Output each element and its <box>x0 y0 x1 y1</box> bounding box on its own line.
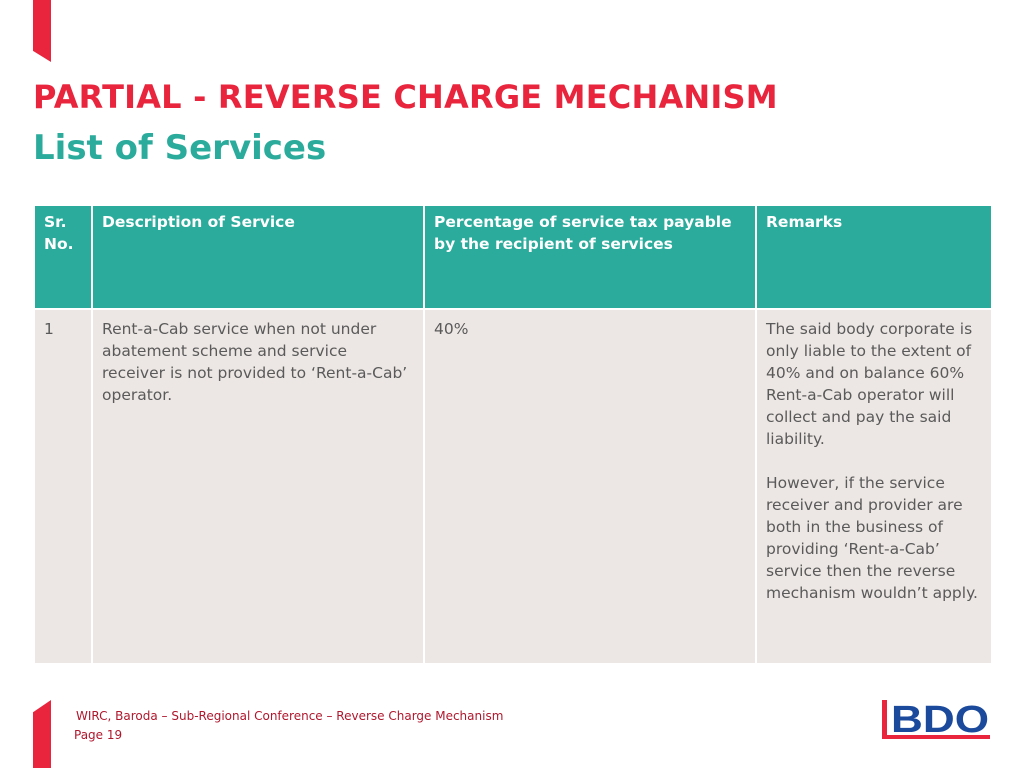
header-description: Description of Service <box>92 205 424 309</box>
table-row <box>34 309 992 664</box>
slide-subtitle: List of Services <box>33 128 327 168</box>
accent-bar-top <box>33 0 51 62</box>
remark-paragraph: The said body corporate is only liable to the extent of 40% and on balance 60% Rent-a-Cab operator will collect and pay the said liability. <box>766 320 973 448</box>
header-remarks: Remarks <box>756 205 992 309</box>
remark-paragraph: However, if the service receiver and provider are both in the business of providing ‘Rent-a-Cab’ service then the reverse mechanism wouldn’t apply. <box>766 474 978 602</box>
accent-bar-bottom <box>33 700 51 768</box>
cell-percentage: 40% <box>424 309 756 664</box>
cell-description: Rent-a-Cab service when not under abatement scheme and service receiver is not provided to ‘Rent-a-Cab’ operator. <box>92 309 424 664</box>
bdo-logo <box>880 697 992 743</box>
logo-text: BDO <box>891 699 989 741</box>
slide-title: PARTIAL - REVERSE CHARGE MECHANISM <box>33 78 778 116</box>
header-sr-no: Sr. No. <box>34 205 92 309</box>
cell-sr-no: 1 <box>34 309 92 664</box>
cell-remarks <box>756 309 992 664</box>
header-percentage: Percentage of service tax payable by the recipient of services <box>424 205 756 309</box>
footer-conference: WIRC, Baroda – Sub-Regional Conference – Reverse Charge Mechanism <box>76 709 504 723</box>
table-header-row <box>34 205 992 309</box>
footer-page-number: Page 19 <box>74 728 123 742</box>
services-table <box>33 204 993 665</box>
